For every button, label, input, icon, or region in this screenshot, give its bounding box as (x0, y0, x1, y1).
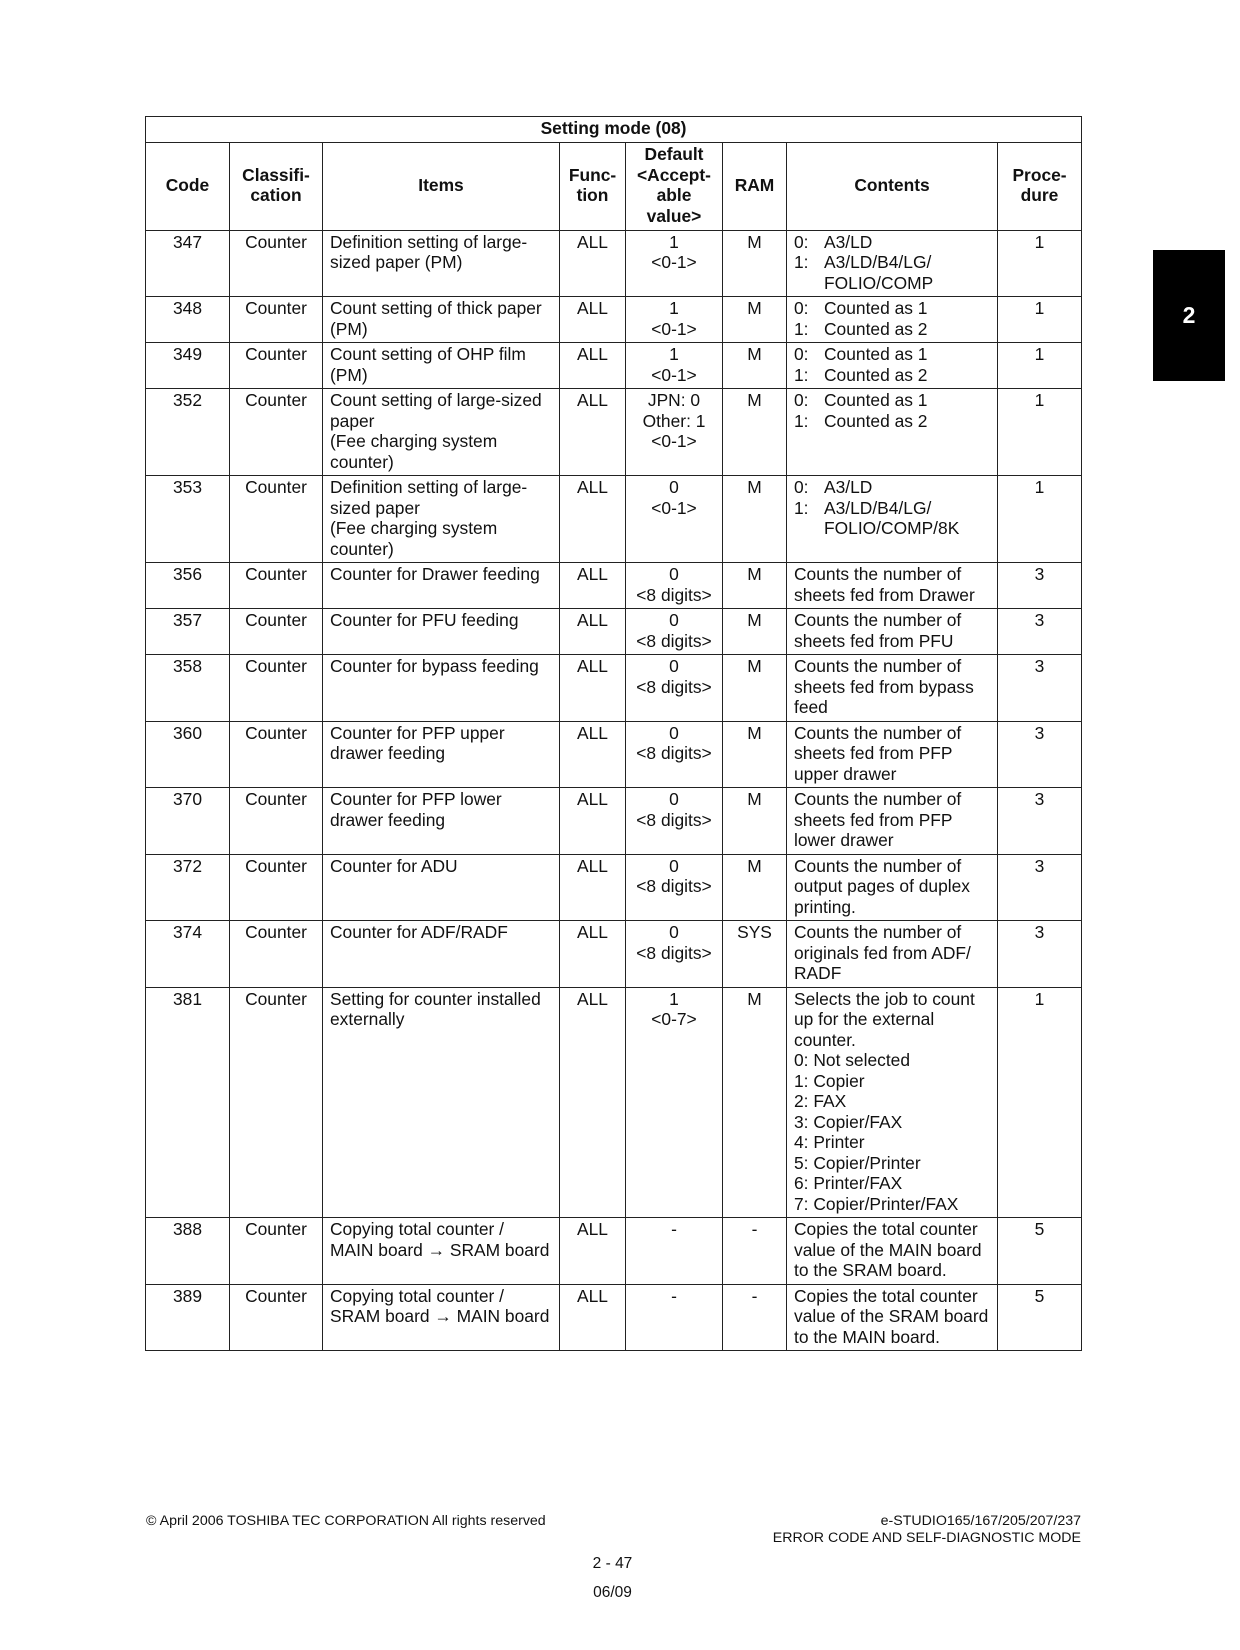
footer-model: e-STUDIO165/167/205/207/237 (880, 1513, 1081, 1529)
cell-def: 0 <0-1> (626, 476, 723, 563)
contents-option (794, 498, 990, 539)
cell-contents (787, 343, 998, 389)
cell-ram: M (723, 343, 787, 389)
cell-ram: M (723, 854, 787, 921)
col-header: Func- tion (560, 142, 626, 230)
cell-func: ALL (560, 1284, 626, 1351)
table-row (146, 389, 1082, 476)
contents-option (794, 252, 990, 293)
cell-cls: Counter (230, 609, 323, 655)
cell-contents: Counts the number of originals fed from ADF/ RADF (787, 921, 998, 988)
cell-proc: 3 (998, 788, 1082, 855)
contents-option (794, 365, 990, 386)
cell-cls: Counter (230, 389, 323, 476)
cell-proc: 1 (998, 476, 1082, 563)
option-text: Counted as 1 (824, 390, 928, 410)
option-number: 1: (794, 318, 809, 339)
cell-cls: Counter (230, 655, 323, 722)
option-number: 1: (794, 410, 809, 431)
cell-ram: M (723, 230, 787, 297)
cell-func: ALL (560, 563, 626, 609)
cell-ram: M (723, 297, 787, 343)
cell-items: Copying total counter / SRAM board → MAIN board (323, 1284, 560, 1351)
cell-proc: 1 (998, 389, 1082, 476)
cell-code: 370 (146, 788, 230, 855)
cell-func: ALL (560, 343, 626, 389)
cell-items: Counter for ADU (323, 854, 560, 921)
cell-contents: Copies the total counter value of the SRAM board to the MAIN board. (787, 1284, 998, 1351)
cell-contents: Counts the number of sheets fed from bypass feed (787, 655, 998, 722)
cell-proc: 1 (998, 343, 1082, 389)
cell-code: 374 (146, 921, 230, 988)
option-text: A3/LD (824, 477, 873, 497)
contents-option (794, 411, 990, 432)
contents-option (794, 319, 990, 340)
cell-proc: 3 (998, 854, 1082, 921)
cell-func: ALL (560, 389, 626, 476)
cell-proc: 1 (998, 987, 1082, 1218)
contents-option (794, 390, 990, 411)
cell-cls: Counter (230, 563, 323, 609)
cell-code: 357 (146, 609, 230, 655)
option-number: 1: (794, 364, 809, 385)
cell-code: 372 (146, 854, 230, 921)
cell-proc: 3 (998, 655, 1082, 722)
cell-cls: Counter (230, 788, 323, 855)
cell-def: 0 <8 digits> (626, 609, 723, 655)
table-row (146, 987, 1082, 1218)
option-number: 0: (794, 390, 809, 410)
cell-func: ALL (560, 788, 626, 855)
table-row (146, 230, 1082, 297)
cell-cls: Counter (230, 1284, 323, 1351)
cell-ram: M (723, 389, 787, 476)
cell-ram: - (723, 1284, 787, 1351)
revision-date: 06/09 (593, 1584, 632, 1601)
cell-code: 356 (146, 563, 230, 609)
cell-proc: 3 (998, 921, 1082, 988)
cell-contents: Counts the number of sheets fed from PFU (787, 609, 998, 655)
cell-items: Counter for PFU feeding (323, 609, 560, 655)
cell-def: 0 <8 digits> (626, 788, 723, 855)
option-text: Counted as 1 (824, 298, 928, 318)
option-text: A3/LD (824, 231, 873, 252)
col-header: Proce- dure (998, 142, 1082, 230)
cell-def: 1 <0-1> (626, 297, 723, 343)
col-header: RAM (723, 142, 787, 230)
option-number: 0: (794, 231, 809, 252)
table-row (146, 921, 1082, 988)
cell-code: 358 (146, 655, 230, 722)
cell-func: ALL (560, 609, 626, 655)
cell-cls: Counter (230, 230, 323, 297)
cell-contents: Copies the total counter value of the MAIN board to the SRAM board. (787, 1218, 998, 1285)
cell-def: 0 <8 digits> (626, 921, 723, 988)
table-row (146, 1218, 1082, 1285)
cell-code: 347 (146, 230, 230, 297)
cell-cls: Counter (230, 721, 323, 788)
cell-cls: Counter (230, 343, 323, 389)
cell-func: ALL (560, 921, 626, 988)
cell-code: 389 (146, 1284, 230, 1351)
table-row (146, 655, 1082, 722)
col-header: Items (323, 142, 560, 230)
cell-func: ALL (560, 230, 626, 297)
cell-contents: Counts the number of sheets fed from Drawer (787, 563, 998, 609)
table-row (146, 297, 1082, 343)
cell-code: 381 (146, 987, 230, 1218)
cell-func: ALL (560, 297, 626, 343)
cell-items: Counter for PFP lower drawer feeding (323, 788, 560, 855)
option-number: 1: (794, 252, 809, 272)
option-text: Counted as 2 (824, 364, 928, 385)
option-text: A3/LD/B4/LG/ FOLIO/COMP (824, 252, 934, 293)
cell-def: - (626, 1284, 723, 1351)
cell-items: Counter for ADF/RADF (323, 921, 560, 988)
cell-ram: M (723, 655, 787, 722)
cell-ram: M (723, 987, 787, 1218)
cell-contents (787, 476, 998, 563)
cell-proc: 1 (998, 297, 1082, 343)
cell-items: Definition setting of large-sized paper (PM) (323, 230, 560, 297)
option-number: 1: (794, 497, 809, 518)
cell-func: ALL (560, 476, 626, 563)
table-row (146, 609, 1082, 655)
cell-items: Counter for PFP upper drawer feeding (323, 721, 560, 788)
cell-proc: 3 (998, 563, 1082, 609)
cell-ram: M (723, 609, 787, 655)
cell-contents (787, 230, 998, 297)
contents-option (794, 477, 990, 498)
cell-ram: M (723, 476, 787, 563)
cell-def: 1 <0-1> (626, 343, 723, 389)
table-row (146, 721, 1082, 788)
cell-contents (787, 389, 998, 476)
cell-def: 0 <8 digits> (626, 563, 723, 609)
cell-proc: 3 (998, 721, 1082, 788)
col-header: Classifi- cation (230, 142, 323, 230)
cell-func: ALL (560, 854, 626, 921)
cell-def: JPN: 0 Other: 1 <0-1> (626, 389, 723, 476)
table-row (146, 1284, 1082, 1351)
cell-contents (787, 297, 998, 343)
option-text: Counted as 1 (824, 344, 928, 364)
cell-func: ALL (560, 1218, 626, 1285)
cell-ram: - (723, 1218, 787, 1285)
cell-cls: Counter (230, 297, 323, 343)
cell-cls: Counter (230, 854, 323, 921)
cell-func: ALL (560, 721, 626, 788)
cell-items: Count setting of thick paper (PM) (323, 297, 560, 343)
cell-items: Counter for Drawer feeding (323, 563, 560, 609)
cell-def: 0 <8 digits> (626, 655, 723, 722)
table-row (146, 343, 1082, 389)
cell-ram: M (723, 563, 787, 609)
cell-proc: 5 (998, 1284, 1082, 1351)
footer-copyright: © April 2006 TOSHIBA TEC CORPORATION All rights reserved (146, 1513, 546, 1529)
cell-proc: 3 (998, 609, 1082, 655)
setting-mode-table (145, 116, 1082, 1351)
cell-contents: Counts the number of sheets fed from PFP upper drawer (787, 721, 998, 788)
cell-func: ALL (560, 987, 626, 1218)
page-number: 2 - 47 (592, 1555, 633, 1572)
cell-proc: 1 (998, 230, 1082, 297)
table-row (146, 788, 1082, 855)
footer-section: ERROR CODE AND SELF-DIAGNOSTIC MODE (772, 1530, 1081, 1546)
table-row (146, 476, 1082, 563)
chapter-tab: 2 (1153, 250, 1225, 381)
table-title: Setting mode (08) (146, 117, 1082, 143)
cell-code: 348 (146, 297, 230, 343)
cell-ram: M (723, 788, 787, 855)
cell-code: 360 (146, 721, 230, 788)
cell-def: 1 <0-1> (626, 230, 723, 297)
option-text: Counted as 2 (824, 318, 928, 339)
cell-cls: Counter (230, 476, 323, 563)
cell-items: Count setting of large-sized paper (Fee charging system counter) (323, 389, 560, 476)
cell-def: 1 <0-7> (626, 987, 723, 1218)
option-number: 0: (794, 344, 809, 364)
contents-option (794, 344, 990, 365)
contents-option (794, 298, 990, 319)
cell-cls: Counter (230, 1218, 323, 1285)
cell-contents: Counts the number of sheets fed from PFP lower drawer (787, 788, 998, 855)
col-header: Default <Accept- able value> (626, 142, 723, 230)
cell-ram: SYS (723, 921, 787, 988)
cell-code: 349 (146, 343, 230, 389)
cell-ram: M (723, 721, 787, 788)
cell-items: Copying total counter / MAIN board → SRAM board (323, 1218, 560, 1285)
table-row (146, 563, 1082, 609)
cell-items: Counter for bypass feeding (323, 655, 560, 722)
cell-cls: Counter (230, 921, 323, 988)
cell-code: 353 (146, 476, 230, 563)
cell-def: 0 <8 digits> (626, 721, 723, 788)
cell-code: 388 (146, 1218, 230, 1285)
option-text: Counted as 2 (824, 410, 928, 431)
col-header: Code (146, 142, 230, 230)
cell-items: Setting for counter installed externally (323, 987, 560, 1218)
cell-cls: Counter (230, 987, 323, 1218)
cell-def: 0 <8 digits> (626, 854, 723, 921)
cell-def: - (626, 1218, 723, 1285)
cell-func: ALL (560, 655, 626, 722)
option-number: 0: (794, 477, 809, 497)
cell-code: 352 (146, 389, 230, 476)
cell-contents: Counts the number of output pages of duplex printing. (787, 854, 998, 921)
cell-proc: 5 (998, 1218, 1082, 1285)
table-body (146, 230, 1082, 1351)
header-row (146, 142, 1082, 230)
cell-items: Count setting of OHP film (PM) (323, 343, 560, 389)
contents-option (794, 232, 990, 253)
cell-items: Definition setting of large-sized paper (Fee charging system counter) (323, 476, 560, 563)
table-row (146, 854, 1082, 921)
footer-model-block (773, 1513, 1081, 1547)
option-text: A3/LD/B4/LG/ FOLIO/COMP/8K (824, 497, 960, 538)
col-header: Contents (787, 142, 998, 230)
cell-contents: Selects the job to count up for the external counter. 0: Not selected 1: Copier 2: FAX 3: Copier/FAX 4: Printer 5: Copier/Printer 6: Printer/FAX 7: Copier/Printer/FAX (787, 987, 998, 1218)
option-number: 0: (794, 298, 809, 318)
